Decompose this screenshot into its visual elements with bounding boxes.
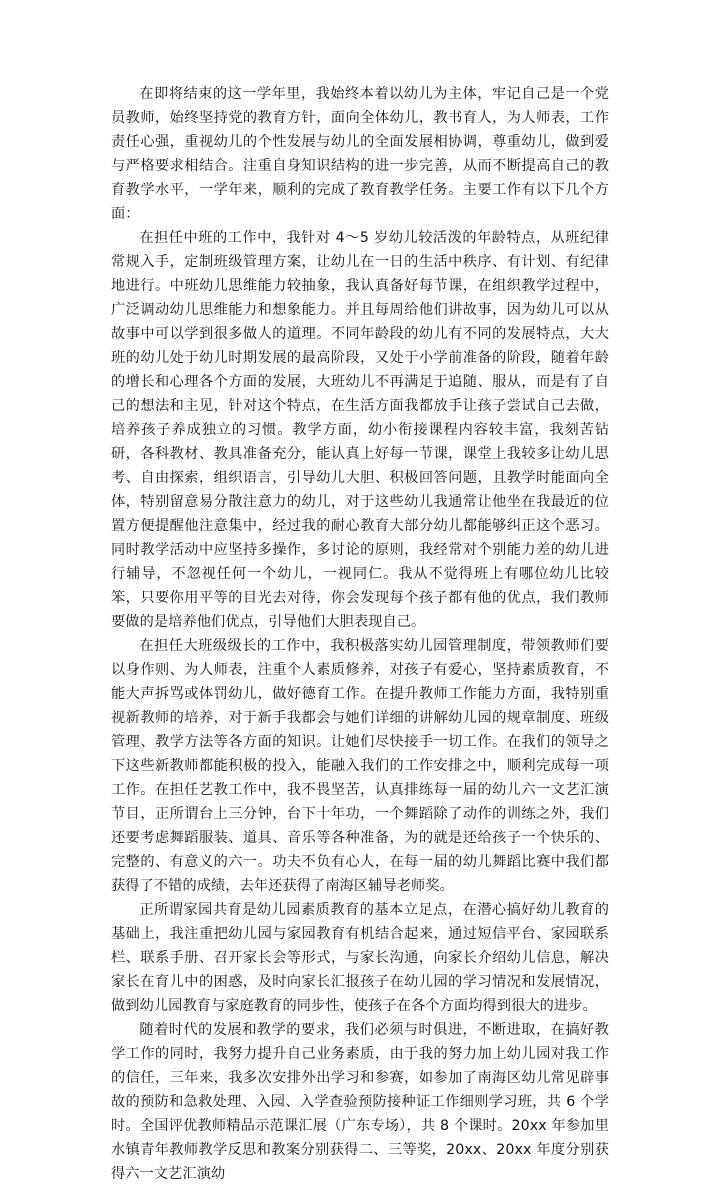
paragraph-senior-class: 在担任大班级级长的工作中，我积极落实幼儿园管理制度，带领教师们要以身作则、为人师表，注重个人素质修养，对孩子有爱心，坚持素质教育，不能大声拆骂或体罚幼儿，做好德育工作。在提升教师工作能力方面，我特别重视新教师的培养，对于新手我都会与她们详细的讲解幼儿园的规章制度、班级管理、教学方法等各方面的知识。让她们尽快接手一切工作。在我们的领导之下这些新教师都能积极的投入，能融入我们的工作安排之中，顺利完成每一项工作。在担任艺教工作中，我不畏坚苦，认真排练每一届的幼儿六一文艺汇演节目，正所谓台上三分钟，台下十年功，一个舞蹈除了动作的训练之外，我们还要考虑舞蹈服装、道具、音乐等各种准备，为的就是还给孩子一个快乐的、完整的、有意义的六一。功夫不负有心人，在每一届的幼儿舞蹈比赛中我们都获得了不错的成绩，去年还获得了南海区辅导老师奖。 [111,638,609,894]
paragraph-professional-growth: 随着时代的发展和教学的要求，我们必须与时俱进，不断进取，在搞好教学工作的同时，我努力提升自己业务素质，由于我的努力加上幼儿园对我工作的信任，三年来，我多次安排外出学习和参赛，如参加了南海区幼儿常见辟事故的预防和急救处理、入园、入学查验预防接种证工作细则学习班，共 6 个学时。全国评优教师精品示范课汇展（广东专场），共 8 个课时。20xx 年参加里水镇青年教师教学反思和教案分别获得二、三等奖，20xx、20xx 年度分别获得六一文艺汇演幼 [111,1022,609,1182]
document-body [111,82,609,1186]
paragraph-middle-class: 在担任中班的工作中，我针对 4～5 岁幼儿较活泼的年龄特点，从班纪律常规入手，定制班级管理方案，让幼儿在一日的生活中秩序、有计划、有纪律地进行。中班幼儿思维能力较抽象，我认真备好每节课，在组织教学过程中，广泛调动幼儿思维能力和想象能力。并且每周给他们讲故事，因为幼儿可以从故事中可以学到很多做人的道理。不同年龄段的幼儿有不同的发展特点，大大班的幼儿处于幼儿时期发展的最高阶段，又处于小学前准备的阶段，随着年龄的增长和心理各个方面的发展，大班幼儿不再满足于追随、服从，而是有了自己的想法和主见，针对这个特点，在生活方面我都放手让孩子尝试自己去做，培养孩子养成独立的习惯。教学方面，幼小衔接课程内容较丰富，我刻苦钻研，各科教材、教具准备充分，能认真上好每一节课，课堂上我较多让幼儿思考、自由探索，组织语言，引导幼儿大胆、积极回答问题，且教学时能面向全体，特别留意易分散注意力的幼儿，对于这些幼儿我通常让他坐在我最近的位置方便提醒他注意集中，经过我的耐心教育大部分幼儿都能够纠正这个恶习。同时教学活动中应坚持多操作，多讨论的原则，我经常对个别能力差的幼儿进行辅导，不忽视任何一个幼儿，一视同仁。我从不觉得班上有哪位幼儿比较笨，只要你用平等的目光去对待，你会发现每个孩子都有他的优点，我们教师要做的是培养他们优点，引导他们大胆表现自己。 [111,230,609,630]
paragraph-home-school: 正所谓家园共育是幼儿园素质教育的基本立足点，在潜心搞好幼儿教育的基础上，我注重把幼儿园与家园教育有机结合起来，通过短信平台、家园联系栏、联系手册、召开家长会等形式，与家长沟通，向家长介绍幼儿信息，解决家长在育儿中的困惑，及时向家长汇报孩子在幼儿园的学习情况和发展情况，做到幼儿园教育与家庭教育的同步性，使孩子在各个方面均得到很大的进步。 [111,902,609,1014]
paragraph-intro: 在即将结束的这一学年里，我始终本着以幼儿为主体，牢记自己是一个党员教师，始终坚持党的教育方针，面向全体幼儿，教书育人，为人师表，工作责任心强，重视幼儿的个性发展与幼儿的全面发展相协调，尊重幼儿，做到爱与严格要求相结合。注重自身知识结构的进一步完善，从而不断提高自己的教育教学水平，一学年来，顺利的完成了教育教学任务。主要工作有以下几个方面： [111,86,609,222]
